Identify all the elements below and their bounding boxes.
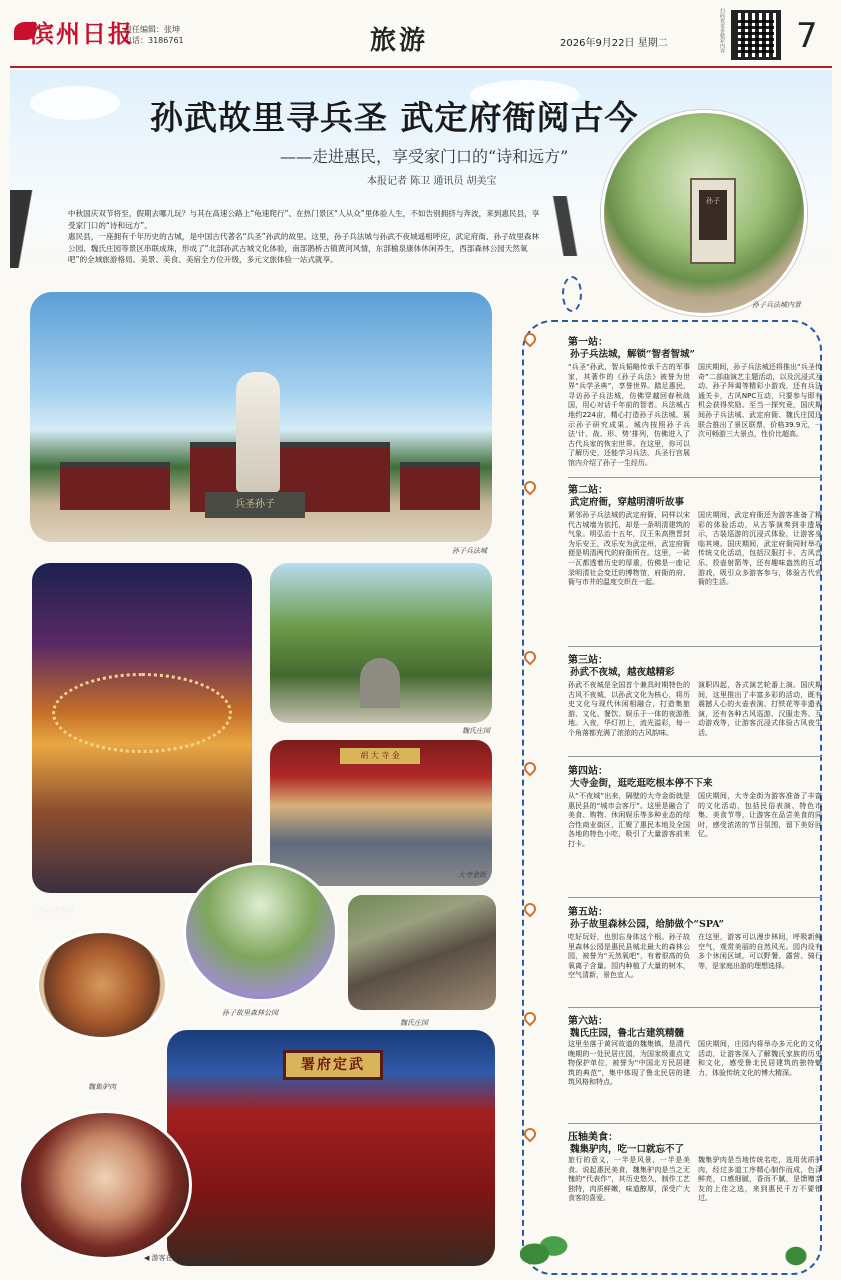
article-byline: 本报记者 陈卫 通讯员 胡美宝	[367, 176, 497, 187]
station-3	[528, 651, 822, 751]
station-subtitle: 大寺金街，逛吃逛吃根本停不下来	[570, 778, 713, 789]
section-divider	[568, 897, 822, 898]
government-plaque: 署府定武	[283, 1050, 383, 1080]
photo-caption: 魏氏庄园	[400, 1019, 428, 1027]
lantern-ring	[52, 673, 232, 753]
leaf-decoration	[520, 1230, 568, 1270]
station-subtitle: 孙子兵法城，解锁“智者智城”	[570, 349, 695, 360]
station-title: 第三站：	[568, 655, 608, 666]
editor-name: 责任编辑：张坤	[124, 25, 180, 34]
station-text: 在这里，游客可以漫步林间，呼吸新鲜空气，观赏美丽的自然风光。园内设有多个休闲区域，可以野餐、露营、骑行等，是家庭出游的理想选择。	[698, 933, 822, 970]
statue-plaque: 兵圣孙子	[205, 492, 305, 518]
station-text: “兵圣”孙武，智兵韬略传承千古的军事家，其著作的《孙子兵法》被誉为世界“兵学圣典”，享誉世界。踏足惠民，寻访孙子兵法城，仿佛穿越回春秋战国，用心对话千年前的智者。兵法城占地约224亩，精心打造孙子兵法城，展示孙子研究成果。城内按照孙子兵法‘计、战、形、势’排列，仿佛进入了古代兵家的恢宏世界。在这里，你可以了解历史，还能学习兵法，兵圣行宫展馆内介绍了孙子一生经历。	[568, 363, 690, 467]
section-divider	[568, 1123, 822, 1124]
editor-phone: 电话：3186761	[124, 36, 184, 45]
station-text: 吃好玩好，也别忘身体这个根。孙子故里森林公园是惠民县城北最大的森林公园，被誉为“天然氧吧”，有着很高的负氧离子含量。园内种植了大量的树木，空气清新，景色宜人。	[568, 933, 690, 980]
station-text: 国庆期间，武定府衙还为游客准备了精彩的体验活动，从古筝演奏到非遗展示，古装巡游的沉浸式体验，让游客身临其境。国庆期间，武定府衙同时举办传统文化活动，包括汉服打卡、古风音乐、投壶射箭等，还有趣味盎然的互动游戏，吸引众多游客参与，体验古代官衙的生活。	[698, 511, 822, 587]
station-title: 第五站：	[568, 907, 608, 918]
ink-brush-decoration	[540, 196, 580, 256]
station-title: 第二站：	[568, 485, 608, 496]
photo-caption: 孙武不夜城	[38, 906, 73, 914]
photo-caption: 孙子兵法城	[452, 547, 487, 555]
station-subtitle: 孙武不夜城，越夜越精彩	[570, 667, 675, 678]
cloud-decoration	[30, 86, 120, 120]
station-text: 国庆期间，大寺金街为游客准备了丰富的文化活动，包括民俗表演、特色市集、美食节等，让游客在品尝美食的同时，感受浓浓的节日氛围，留下美好回忆。	[698, 792, 822, 839]
dateline: 2026年9月22日 星期二	[560, 38, 668, 49]
photo-caption: 孙子兵法城内景	[752, 301, 801, 309]
wei-manor-gate-photo	[270, 563, 492, 723]
photo-caption: 武定府衙	[456, 1254, 484, 1262]
ink-brush-decoration	[10, 190, 68, 268]
photo-caption: 大寺金街	[458, 871, 486, 879]
station-text: 旅行的意义，一半是风景，一半是美食。说起惠民美食，魏集驴肉是当之无愧的“代表作”，其历史悠久，制作工艺独特，肉质鲜嫩，味道醇厚，深受广大食客的喜爱。	[568, 1156, 690, 1203]
visitors-incense-photo	[18, 1110, 192, 1260]
station-subtitle: 武定府衙，穿越明清听故事	[570, 497, 685, 508]
dasi-street-photo	[270, 740, 492, 886]
header-rule	[10, 66, 832, 68]
station-6	[528, 1012, 822, 1122]
station-text: 演职四起，各式演艺轮番上演。国庆期间，这里推出了丰富多彩的活动，既有震撼人心的火壶表演、打铁花等非遗表演，还有各种古风巡游、汉服走秀、互动游戏等，让游客沉浸式体验古风夜生活。	[698, 681, 822, 737]
station-text: 魏集驴肉是当地传统名吃，选用优质驴肉，经过多道工序精心制作而成，色泽鲜亮，口感细腻，香而不腻，是馈赠亲友的上佳之选，来到惠民千万不要错过。	[698, 1156, 822, 1203]
arch-gate	[360, 658, 400, 708]
editor-info	[124, 24, 184, 46]
station-food	[528, 1128, 822, 1238]
station-text: 国庆期间，孙子兵法城还将推出“兵圣传奇”二部曲演艺主题活动，以及沉浸式互动、孙子拜谒等精彩小游戏，还有兵法通关卡，古风NPC互动，只要参与即有机会获得奖励。至当一探究竟，国庆期间孙子兵法城、武定府衙、魏氏庄园还联合推出了景区联票，价格39.9元，一次可畅游三大景点，性价比超高。	[698, 363, 822, 439]
sunzi-statue-photo	[30, 292, 492, 542]
page-number: 7	[796, 16, 818, 56]
station-1	[528, 333, 822, 473]
station-5	[528, 903, 822, 1003]
station-title: 第六站：	[568, 1016, 608, 1027]
station-subtitle: 孙子故里森林公园，给肺做个“SPA”	[570, 919, 724, 930]
photo-caption: 魏氏庄园	[462, 727, 490, 735]
section-title: 旅游	[370, 26, 429, 56]
newspaper-logo: 滨州日报	[30, 19, 134, 48]
temple-building	[60, 462, 170, 510]
temple-building	[400, 462, 480, 510]
station-text: 从“不夜城”出来，隔壁的大寺金街就是惠民县的“城市会客厅”。这里是融合了美食、购物、休闲娱乐等多种业态的综合性商业街区，汇聚了惠民本地及全国各地的特色小吃，吸引了大量游客前来打卡。	[568, 792, 690, 848]
station-text: 孙武不夜城是全国首个兼具时期特色的古风不夜城，以孙武文化为核心，将历史文化与现代休闲相融合，打造集旅游、文化、餐饮、娱乐于一体的夜游胜地。入夜，华灯初上，流光溢彩，每一个角落都充满了浓浓的古风韵味。	[568, 681, 690, 737]
qr-caption: 扫码看更多精彩内容	[719, 8, 725, 53]
station-text: 紧邻孙子兵法城的武定府衙，同样以宋代古城墙为依托，却是一条明清建筑的气象。明弘治十五年，汉王朱高煦晋封为乐安王，改乐安为武定州，武定府衙便是明清两代的府衙所在。这里，一砖一瓦都透着历史的厚重，仿佛是一座记录明清社会变迁的博物馆，府衙的府、衙与市井的温度交织在一起。	[568, 511, 690, 587]
section-divider	[568, 1007, 822, 1008]
station-4	[528, 762, 822, 892]
statue-figure	[236, 372, 280, 492]
gate-sign: 孙子	[699, 190, 727, 240]
street-sign: 胡 大 寺 金	[340, 748, 420, 764]
station-title: 第四站：	[568, 766, 608, 777]
photo-caption: ◀ 游客在武定府衙体验香道	[144, 1254, 229, 1262]
station-subtitle: 魏集驴肉，吃一口就忘不了	[570, 1144, 685, 1155]
section-divider	[568, 477, 822, 478]
article-lead: 中秋国庆双节将至，假期去哪儿玩？与其在高速公路上“龟速爬行”、在热门景区“人从众”里体验人生，不如告别拥挤与奔波，来到惠民县，享受家门口的“诗和远方”。 惠民县，一座拥有千年历史的古城，是中国古代著名“兵圣”孙武的故里。这里，孙子兵法城与孙武不夜城遥相呼应，武定府衙、孙子故里森林公园、魏氏庄园等景区串联成珠，形成了“北部孙武古城文化体验，南部鹊桥古镇黄河风情，东部榆泉康体休闲养生，西部森林公园天然氧吧”的全域旅游格局。美景、美食、美宿全方位升级，多元文旅体验一站式就享。	[68, 209, 540, 264]
station-text: 这里坐落于黄河故道的魏集镇，是清代晚期的一处民居庄园，为国家级重点文物保护单位，被誉为“中国北方民居建筑的典范”，集中体现了鲁北民居的建筑风格和特点。	[568, 1040, 690, 1087]
station-title: 压轴美食：	[568, 1132, 618, 1143]
leaf-decoration	[780, 1235, 820, 1270]
station-title: 第一站：	[568, 337, 608, 348]
section-divider	[568, 756, 822, 757]
station-2	[528, 481, 822, 621]
forest-park-photo	[183, 862, 338, 1002]
photo-caption: 魏集驴肉	[88, 1083, 116, 1091]
section-divider	[568, 646, 822, 647]
article-subhead: ——走进惠民，享受家门口的“诗和远方”	[280, 147, 569, 166]
qr-code-pattern	[738, 17, 774, 53]
donkey-meat-photo	[36, 930, 168, 1040]
wei-manor-aerial-photo	[348, 895, 496, 1010]
night-city-photo	[32, 563, 252, 893]
route-loop-decoration	[562, 276, 582, 312]
station-text: 国庆期间，庄园内将举办多元化的文化活动，让游客深入了解魏氏家族的历史和文化，感受鲁北民居建筑的独特魅力，体验传统文化的博大精深。	[698, 1040, 822, 1077]
station-subtitle: 魏氏庄园，鲁北古建筑精髓	[570, 1028, 685, 1039]
article-headline: 孙武故里寻兵圣 武定府衙阅古今	[150, 98, 639, 137]
photo-caption: 孙子故里森林公园	[222, 1009, 278, 1017]
